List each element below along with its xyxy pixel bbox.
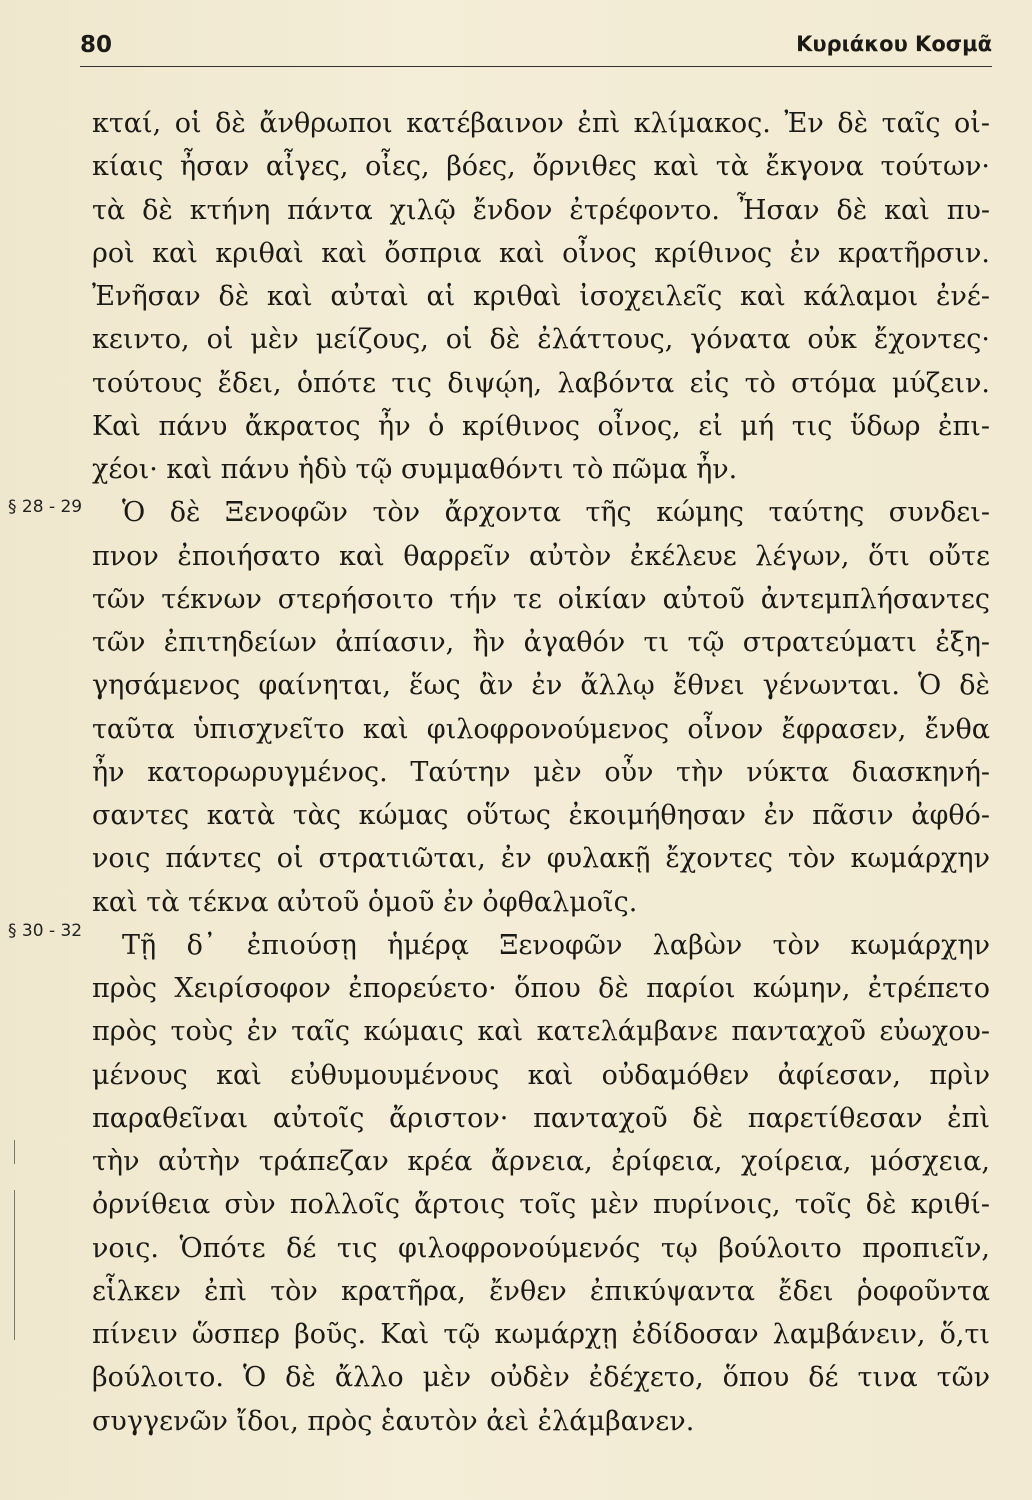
text-line: ταῦτα ὑπισχνεῖτο καὶ φιλοφρονούμενος οἶνον ἔφρασεν, ἔνθα: [92, 713, 990, 745]
section-marginal-28-29: § 28 - 29: [8, 497, 83, 517]
text-line: εἷλκεν ἐπὶ τὸν κρατῆρα, ἔνθεν ἐπικύψαντα ἔδει ῥοφοῦντα: [92, 1275, 990, 1307]
text-line: βούλοιτο. Ὁ δὲ ἄλλο μὲν οὐδὲν ἐδέχετο, ὅπου δέ τινα τῶν: [92, 1362, 990, 1394]
text-line: ἦν κατορωρυγμένος. Ταύτην μὲν οὖν τὴν νύκτα διασκηνή-: [92, 756, 990, 788]
text-line: τῶν ἐπιτηδείων ἀπίασιν, ἢν ἀγαθόν τι τῷ στρατεύματι ἐξη-: [92, 627, 990, 658]
text-line: Ὁ δὲ Ξενοφῶν τὸν ἄρχοντα τῆς κώμης ταύτης συνδει-: [122, 497, 990, 529]
text-line: κταί, οἱ δὲ ἄνθρωποι κατέβαινον ἐπὶ κλίμακος. Ἐν δὲ ταῖς οἰ-: [92, 108, 990, 139]
text-line: γησάμενος φαίνηται, ἕως ἂν ἐν ἄλλῳ ἔθνει γένωνται. Ὁ δὲ: [92, 670, 990, 702]
text-line: Τῇ δ᾽ ἐπιούσῃ ἡμέρᾳ Ξενοφῶν λαβὼν τὸν κωμάρχην: [122, 929, 990, 961]
text-line: τὰ δὲ κτήνη πάντα χιλῷ ἔνδον ἐτρέφοντο. Ἦσαν δὲ καὶ πυ-: [92, 194, 990, 226]
text-line: ὀρνίθεια σὺν πολλοῖς ἄρτοις τοῖς μὲν πυρίνοις, τοῖς δὲ κριθί-: [92, 1189, 990, 1221]
text-line: Ἐνῆσαν δὲ καὶ αὐταὶ αἱ κριθαὶ ἰσοχειλεῖς καὶ κάλαμοι ἐνέ-: [92, 281, 990, 312]
text-line: πίνειν ὥσπερ βοῦς. Καὶ τῷ κωμάρχῃ ἐδίδοσαν λαμβάνειν, ὅ,τι: [92, 1319, 990, 1350]
page-header: [80, 30, 992, 66]
header-rule: [80, 66, 992, 67]
margin-mark: [14, 1140, 15, 1164]
text-line: κειντο, οἱ μὲν μείζους, οἱ δὲ ἐλάττους, γόνατα οὐκ ἔχοντες·: [92, 324, 990, 356]
margin-mark: [14, 1190, 15, 1340]
text-line: τὴν αὐτὴν τράπεζαν κρέα ἄρνεια, ἐρίφεια, χοίρεια, μόσχεια,: [92, 1146, 990, 1177]
page-number: 80: [80, 32, 113, 58]
text-line: συγγενῶν ἴδοι, πρὸς ἑαυτὸν ἀεὶ ἐλάμβανεν.: [92, 1405, 695, 1437]
text-line: καὶ τὰ τέκνα αὐτοῦ ὁμοῦ ἐν ὀφθαλμοῖς.: [92, 886, 638, 918]
body-text: [92, 102, 990, 1443]
text-line: τῶν τέκνων στερήσοιτο τήν τε οἰκίαν αὐτοῦ ἀντεμπλήσαντες: [92, 583, 990, 615]
text-line: νοις πάντες οἱ στρατιῶται, ἐν φυλακῇ ἔχοντες τὸν κωμάρχην: [92, 843, 990, 875]
text-line: τούτους ἔδει, ὁπότε τις διψῴη, λαβόντα εἰς τὸ στόμα μύζειν.: [92, 367, 990, 399]
text-line: πνον ἐποιήσατο καὶ θαρρεῖν αὐτὸν ἐκέλευε λέγων, ὅτι οὔτε: [92, 540, 990, 572]
text-line: μένους καὶ εὐθυμουμένους καὶ οὐδαμόθεν ἀφίεσαν, πρὶν: [92, 1059, 990, 1091]
running-head: Κυριάκου Κοσμᾶ: [796, 32, 992, 56]
section-marginal-30-32: § 30 - 32: [8, 921, 83, 941]
text-line: πρὸς τοὺς ἐν ταῖς κώμαις καὶ κατελάμβανε πανταχοῦ εὐωχου-: [92, 1016, 990, 1048]
text-line: παραθεῖναι αὐτοῖς ἄριστον· πανταχοῦ δὲ παρετίθεσαν ἐπὶ: [92, 1102, 990, 1134]
text-line: Καὶ πάνυ ἄκρατος ἦν ὁ κρίθινος οἶνος, εἰ μή τις ὕδωρ ἐπι-: [92, 410, 990, 442]
text-line: κίαις ἦσαν αἶγες, οἶες, βόες, ὄρνιθες καὶ τὰ ἔκγονα τούτων·: [92, 151, 990, 183]
text-line: χέοι· καὶ πάνυ ἡδὺ τῷ συμμαθόντι τὸ πῶμα ἦν.: [92, 454, 738, 485]
text-line: νοις. Ὁπότε δέ τις φιλοφρονούμενός τῳ βούλοιτο προπιεῖν,: [92, 1232, 990, 1264]
text-line: σαντες κατὰ τὰς κώμας οὕτως ἐκοιμήθησαν ἐν πᾶσιν ἀφθό-: [92, 800, 990, 831]
text-line: ροὶ καὶ κριθαὶ καὶ ὄσπρια καὶ οἶνος κρίθινος ἐν κρατῆρσιν.: [92, 237, 990, 269]
text-line: πρὸς Χειρίσοφον ἐπορεύετο· ὅπου δὲ παρίοι κώμην, ἐτρέπετο: [92, 973, 990, 1004]
